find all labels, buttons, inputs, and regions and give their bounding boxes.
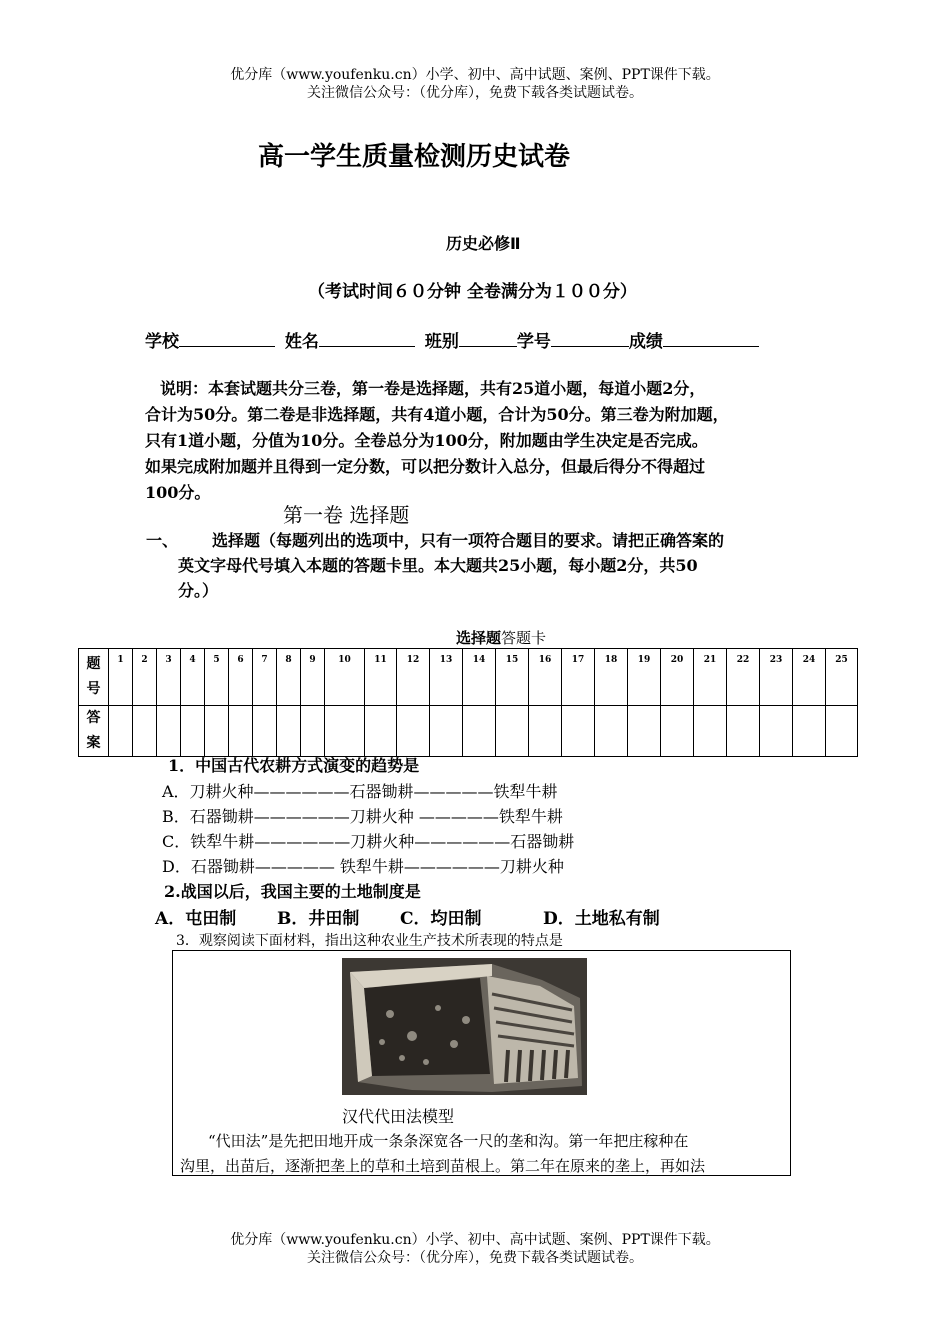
answer-cell[interactable] bbox=[133, 706, 157, 757]
instructions-line: 合计为50分。第二卷是非选择题，共有4道小题，合计为50分。第三卷为附加题， bbox=[145, 405, 729, 424]
question-number-cell: 22 bbox=[727, 649, 760, 706]
answer-cell[interactable] bbox=[463, 706, 496, 757]
question-3-stem: 3．观察阅读下面材料，指出这种农业生产技术所表现的特点是 bbox=[176, 933, 563, 949]
school-field[interactable] bbox=[179, 330, 275, 347]
answer-cell[interactable] bbox=[229, 706, 253, 757]
question-number-cell: 9 bbox=[301, 649, 325, 706]
question-number-cell: 2 bbox=[133, 649, 157, 706]
name-field[interactable] bbox=[319, 330, 415, 347]
section1-part-number: 一、 bbox=[146, 531, 179, 550]
exam-title: 高一学生质量检测历史试卷 bbox=[258, 142, 571, 172]
question-number-cell: 1 bbox=[109, 649, 133, 706]
answer-cell[interactable] bbox=[595, 706, 628, 757]
question-2-option-b: B．井田制 bbox=[277, 909, 360, 929]
name-label: 姓名 bbox=[284, 332, 319, 352]
question-2-stem: 2.战国以后，我国主要的土地制度是 bbox=[164, 882, 421, 901]
page-footer-line2: 关注微信公众号：（优分库），免费下载各类试题试卷。 bbox=[307, 1250, 643, 1266]
answer-label: 答 案 bbox=[79, 706, 109, 757]
answer-cell[interactable] bbox=[760, 706, 793, 757]
question-number-cell: 3 bbox=[157, 649, 181, 706]
number-field[interactable] bbox=[551, 330, 629, 347]
question-number-cell: 24 bbox=[793, 649, 826, 706]
page-footer-line1: 优分库（www.youfenku.cn）小学、初中、高中试题、案例、PPT课件下载。 bbox=[230, 1232, 720, 1248]
section1-part-line: 英文字母代号填入本题的答题卡里。本大题共25小题，每小题2分，共50 bbox=[178, 556, 698, 575]
question-number-cell: 18 bbox=[595, 649, 628, 706]
question-1-option-d: D．石器锄耕————— 铁犁牛耕——————刀耕火种 bbox=[162, 857, 564, 876]
answer-cell[interactable] bbox=[365, 706, 397, 757]
question-number-cell: 14 bbox=[463, 649, 496, 706]
answer-cell[interactable] bbox=[727, 706, 760, 757]
answer-card-title-rest: 答题卡 bbox=[501, 629, 547, 647]
answer-cell[interactable] bbox=[301, 706, 325, 757]
answer-cell[interactable] bbox=[253, 706, 277, 757]
exam-subtitle: 历史必修Ⅱ bbox=[446, 234, 521, 253]
score-label: 成绩 bbox=[628, 332, 663, 352]
question-number-cell: 6 bbox=[229, 649, 253, 706]
question-1-option-c: C．铁犁牛耕——————刀耕火种——————石器锄耕 bbox=[162, 832, 575, 851]
section1-heading: 第一卷 选择题 bbox=[283, 503, 410, 527]
instructions-line: 说明：本套试题共分三卷，第一卷是选择题，共有25道小题，每道小题2分， bbox=[160, 379, 706, 398]
question-number-cell: 19 bbox=[628, 649, 661, 706]
class-label: 班别 bbox=[424, 332, 459, 352]
question-number-cell: 11 bbox=[365, 649, 397, 706]
answer-cell[interactable] bbox=[562, 706, 595, 757]
question-number-cell: 20 bbox=[661, 649, 694, 706]
answer-cell[interactable] bbox=[793, 706, 826, 757]
question-2-option-c: C．均田制 bbox=[400, 909, 482, 929]
answer-cell[interactable] bbox=[109, 706, 133, 757]
page-header-line2: 关注微信公众号：（优分库），免费下载各类试题试卷。 bbox=[307, 85, 643, 101]
question-number-cell: 21 bbox=[694, 649, 727, 706]
question-number-label: 题 号 bbox=[79, 649, 109, 706]
answer-cell[interactable] bbox=[661, 706, 694, 757]
instructions-line: 只有1道小题，分值为10分。全卷总分为100分，附加题由学生决定是否完成。 bbox=[145, 431, 708, 450]
answer-cell[interactable] bbox=[397, 706, 430, 757]
answer-card-title bbox=[456, 627, 546, 648]
section1-part-line: 选择题（每题列出的选项中，只有一项符合题目的要求。请把正确答案的 bbox=[212, 531, 725, 550]
school-label: 学校 bbox=[145, 332, 179, 352]
image-caption: 汉代代田法模型 bbox=[342, 1107, 455, 1126]
instructions-line: 100分。 bbox=[145, 483, 211, 502]
answer-cell[interactable] bbox=[157, 706, 181, 757]
score-field[interactable] bbox=[663, 330, 759, 347]
answer-cell[interactable] bbox=[325, 706, 365, 757]
question-number-cell: 15 bbox=[496, 649, 529, 706]
question-number-cell: 10 bbox=[325, 649, 365, 706]
material-text-line: 沟里，出苗后，逐渐把垄上的草和土培到苗根上。第二年在原来的垄上，再如法 bbox=[180, 1157, 706, 1175]
question-number-cell: 12 bbox=[397, 649, 430, 706]
question-number-row bbox=[79, 649, 858, 706]
section1-part-line: 分。） bbox=[178, 581, 219, 600]
question-2-option-a: A．屯田制 bbox=[155, 909, 237, 929]
answer-cell[interactable] bbox=[277, 706, 301, 757]
question-1-stem: 1．中国古代农耕方式演变的趋势是 bbox=[168, 756, 420, 775]
answer-cell[interactable] bbox=[628, 706, 661, 757]
exam-time-note: （考试时间６０分钟 全卷满分为１００分） bbox=[308, 282, 637, 302]
page-header-line1: 优分库（www.youfenku.cn）小学、初中、高中试题、案例、PPT课件下载。 bbox=[230, 67, 720, 83]
question-number-cell: 17 bbox=[562, 649, 595, 706]
answer-cell[interactable] bbox=[694, 706, 727, 757]
question-1-option-b: B．石器锄耕——————刀耕火种 —————铁犁牛耕 bbox=[162, 807, 563, 826]
class-field[interactable] bbox=[459, 330, 517, 347]
answer-row bbox=[79, 706, 858, 757]
question-number-cell: 13 bbox=[430, 649, 463, 706]
question-2-option-d: D．土地私有制 bbox=[543, 909, 660, 929]
answer-cell[interactable] bbox=[496, 706, 529, 757]
answer-cell[interactable] bbox=[181, 706, 205, 757]
question-number-cell: 5 bbox=[205, 649, 229, 706]
question-number-cell: 25 bbox=[826, 649, 858, 706]
daitian-model-photo bbox=[342, 958, 587, 1095]
instructions-line: 如果完成附加题并且得到一定分数，可以把分数计入总分，但最后得分不得超过 bbox=[145, 457, 706, 476]
answer-card-table bbox=[78, 648, 858, 757]
question-number-cell: 16 bbox=[529, 649, 562, 706]
question-1-option-a: A．刀耕火种——————石器锄耕—————铁犁牛耕 bbox=[162, 782, 558, 801]
number-label: 学号 bbox=[516, 332, 551, 352]
answer-cell[interactable] bbox=[430, 706, 463, 757]
answer-card-title-bold: 选择题 bbox=[456, 629, 502, 647]
answer-cell[interactable] bbox=[205, 706, 229, 757]
question-number-cell: 8 bbox=[277, 649, 301, 706]
answer-cell[interactable] bbox=[826, 706, 858, 757]
material-text-line: “代田法”是先把田地开成一条条深宽各一尺的垄和沟。第一年把庄稼种在 bbox=[208, 1132, 689, 1150]
answer-cell[interactable] bbox=[529, 706, 562, 757]
question-number-cell: 23 bbox=[760, 649, 793, 706]
student-info-row bbox=[145, 327, 759, 352]
question-number-cell: 4 bbox=[181, 649, 205, 706]
question-number-cell: 7 bbox=[253, 649, 277, 706]
